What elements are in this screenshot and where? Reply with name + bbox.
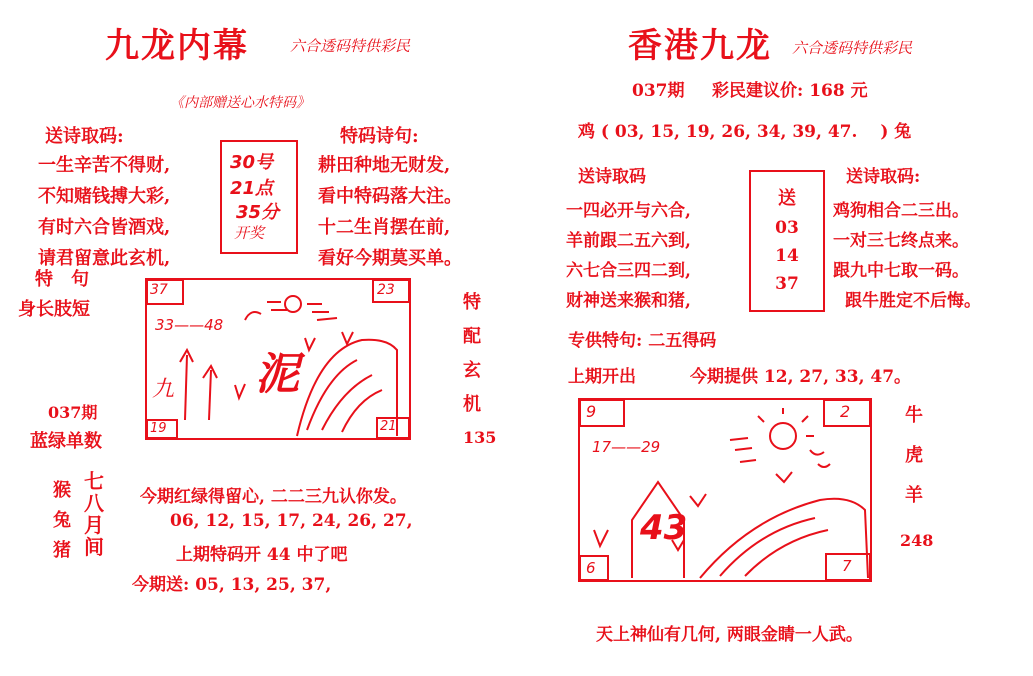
corner-number-tl: 9: [586, 402, 597, 421]
month-column: [82, 470, 106, 558]
vertical-char: 虎: [905, 445, 923, 466]
right-picture: [578, 398, 872, 582]
box-line: 14: [775, 246, 799, 266]
poem-line: 跟牛胜定不后悔。: [845, 291, 981, 311]
left-title: 九龙内幕: [105, 26, 249, 66]
corner-number-bl: 19: [150, 421, 167, 436]
box-line: 03: [775, 218, 799, 238]
poem-line: 六七合三四二到,: [566, 261, 691, 281]
box-line: 35分: [236, 202, 280, 223]
left-line-4: 今期送: 05, 13, 25, 37,: [132, 575, 332, 595]
picture-scribble: 33——48: [155, 316, 224, 334]
poem-line: 羊前跟二五六到,: [566, 231, 691, 251]
te-ju-text: 身长肢短: [18, 299, 90, 320]
box-line: 开奖: [234, 224, 265, 242]
month-char: 八: [84, 491, 104, 515]
corner-number-tr: 23: [377, 282, 395, 298]
left-draw-time-box: [220, 140, 298, 254]
vertical-char: 配: [463, 326, 481, 347]
left-line-3: 上期特码开 44 中了吧: [176, 545, 348, 565]
vertical-char: 玄: [463, 360, 481, 381]
right-title: 香港九龙: [628, 26, 772, 66]
poem-line: 财神送来猴和猪,: [566, 291, 691, 311]
right-price: 彩民建议价: 168 元: [712, 81, 868, 101]
zodiac-char: 猴: [53, 480, 71, 501]
picture-big-char: 泥: [255, 349, 299, 400]
right-send-box: [749, 170, 825, 312]
right-special: 专供特句: 二五得码: [568, 331, 717, 351]
poem-line: 跟九中七取一码。: [833, 261, 969, 281]
left-subtitle: 六合透码特供彩民: [290, 37, 411, 55]
left-right-vertical: [460, 286, 484, 422]
left-right-number: 135: [463, 428, 497, 447]
right-last-label: 上期开出: [568, 367, 636, 387]
box-line: 21点: [230, 178, 274, 199]
poem-line: 不知赌钱搏大彩,: [38, 186, 171, 207]
zodiac-char: 兔: [53, 510, 71, 531]
vertical-char: 特: [463, 292, 481, 313]
corner-number-tl: 37: [150, 282, 168, 298]
month-char: 月: [84, 513, 104, 537]
poem-line: 十二生肖摆在前,: [318, 217, 451, 238]
right-subtitle: 六合透码特供彩民: [792, 39, 913, 57]
right-issue: 037期: [632, 81, 685, 101]
corner-number-br: 21: [380, 419, 397, 434]
box-line: 37: [775, 274, 799, 294]
corner-number-bl: 6: [586, 559, 596, 577]
zodiac-column: [50, 476, 74, 566]
left-line-1: 今期红绿得留心, 二二三九认你发。: [140, 487, 407, 507]
picture-small-char: 九: [152, 377, 175, 402]
vertical-char: 羊: [905, 485, 923, 506]
right-picture-sketch: [580, 400, 870, 580]
corner-number-tr: 2: [840, 402, 851, 421]
right-poem-left: [566, 196, 691, 316]
poem-line: 一四必开与六合,: [566, 201, 691, 221]
poem-line: 耕田种地无财发,: [318, 155, 451, 176]
vertical-char: 牛: [905, 405, 923, 426]
picture-big-char: 43: [640, 508, 688, 548]
right-ji-line: 鸡 ( 03, 15, 19, 26, 34, 39, 47. ) 兔: [578, 122, 912, 142]
zodiac-char: 猪: [53, 540, 71, 561]
poem-line: 请君留意此玄机,: [38, 248, 171, 269]
left-banner: 《内部赠送心水特码》: [170, 95, 310, 111]
right-footer: 天上神仙有几何, 两眼金睛一人武。: [596, 625, 863, 645]
corner-number-br: 7: [842, 557, 852, 575]
left-poem-right: [318, 150, 462, 274]
poem-line: 鸡狗相合二三出。: [833, 201, 969, 221]
right-right-number: 248: [900, 531, 934, 550]
right-poem-left-header: 送诗取码: [578, 167, 646, 187]
right-right-vertical: [902, 396, 926, 516]
vertical-char: 机: [463, 394, 481, 415]
poem-line: 有时六合皆酒戏,: [38, 217, 171, 238]
right-last-text: 今期提供 12, 27, 33, 47。: [690, 367, 912, 387]
picture-scribble: 17——29: [592, 438, 661, 456]
left-poem-left-header: 送诗取码:: [45, 126, 124, 147]
right-poem-right-header: 送诗取码:: [846, 167, 921, 187]
left-color-hint: 蓝绿单数: [30, 431, 102, 452]
month-char: 七: [84, 469, 104, 493]
left-picture: [145, 278, 411, 440]
left-poem-right-header: 特码诗句:: [340, 126, 419, 147]
poem-line: 看中特码落大注。: [318, 186, 462, 207]
te-ju-label: 特 句: [35, 269, 89, 290]
left-poem-left: [38, 150, 170, 274]
right-poem-right: [833, 196, 981, 316]
box-line: 送: [778, 188, 796, 209]
poem-line: 一对三七终点来。: [833, 231, 969, 251]
poem-line: 看好今期莫买单。: [318, 248, 462, 269]
left-issue: 037期: [48, 403, 98, 422]
poem-line: 一生辛苦不得财,: [38, 155, 171, 176]
month-char: 间: [84, 535, 104, 559]
box-line: 30号: [230, 152, 274, 173]
left-line-2: 06, 12, 15, 17, 24, 26, 27,: [170, 511, 413, 531]
